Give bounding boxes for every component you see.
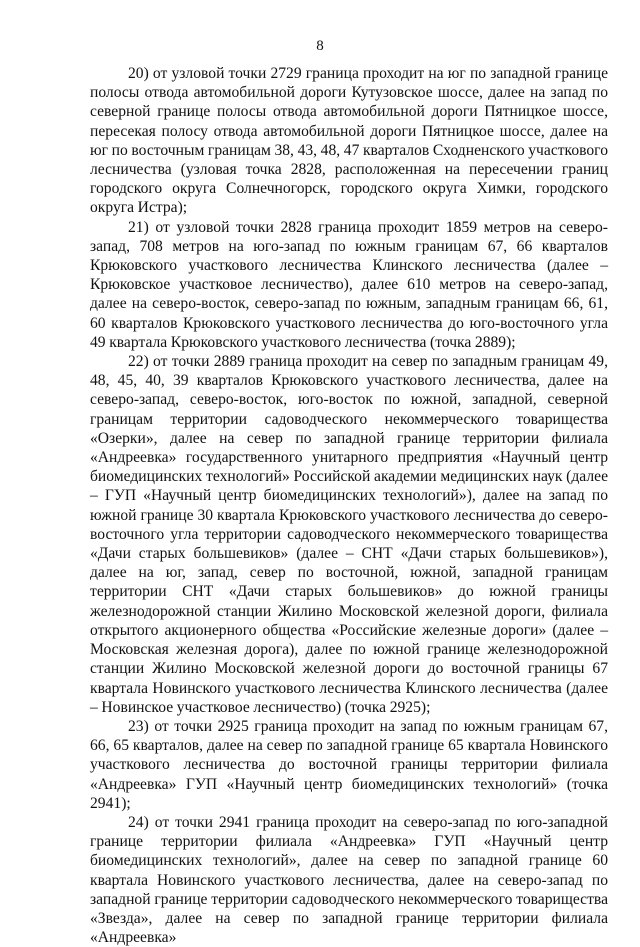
paragraph-20: 20) от узловой точки 2729 граница проходит на юг по западной границе полосы отвода автомобильной дороги Кутузовское шоссе, далее на запад по северной границе полосы отвода автомобильной дороги Пятницкое шоссе, пересекая полосу отвода автомобильной дороги Пятницкое шоссе, далее на юг по восточным границам 38, 43, 48, 47 кварталов Сходненского участкового лесничества (узловая точка 2828, расположенная на пересечении границ городского округа Солнечногорск, городского округа Химки, городского округа Истра);	[90, 65, 608, 217]
paragraph-23: 23) от точки 2925 граница проходит на запад по южным границам 67, 66, 65 кварталов, далее на север по западной границе 65 квартала Новинского участкового лесничества до восточной границы территории филиала «Андреевка» ГУП «Научный центр биомедицинских технологий» (точка 2941);	[90, 717, 608, 812]
paragraph-21: 21) от узловой точки 2828 граница проходит 1859 метров на северо-запад, 708 метров на юго-запад по южным границам 67, 66 кварталов Крюковского участкового лесничества Клинского лесничества (далее – Крюковское участковое лесничество), далее 610 метров на северо-запад, далее на северо-восток, северо-запад по южным, западным границам 66, 61, 60 кварталов Крюковского участкового лесничества до юго-восточного угла 49 квартала Крюковского участкового лесничества (точка 2889);	[90, 218, 608, 351]
page-number: 8	[316, 38, 324, 54]
paragraph-24: 24) от точки 2941 граница проходит на северо-запад по юго-западной границе территории филиала «Андреевка» ГУП «Научный центр биомедицинских технологий», далее на север по западной границе 60 квартала Новинского участкового лесничества, далее на северо-запад по западной границе территории садоводческого некоммерческого товарищества «Звезда», далее на север по западной границе территории филиала «Андреевка»	[90, 813, 608, 947]
paragraph-22: 22) от точки 2889 граница проходит на север по западным границам 49, 48, 45, 40, 39 кварталов Крюковского участкового лесничества, далее на северо-запад, северо-восток, юго-восток по южной, западной, северной границам территории садоводческого некоммерческого товарищества «Озерки», далее на север по западной границе территории филиала «Андреевка» государственного унитарного предприятия «Научный центр биомедицинских технологий» Российской академии медицинских наук (далее – ГУП «Научный центр биомедицинских технологий»), далее на запад по южной границе 30 квартала Крюковского участкового лесничества до северо-восточного угла территории садоводческого некоммерческого товарищества «Дачи старых большевиков» (далее – СНТ «Дачи старых большевиков»), далее на юг, запад, север по восточной, южной, западной границам территории СНТ «Дачи старых большевиков» до южной границы железнодорожной станции Жилино Московской железной дороги, филиала открытого акционерного общества «Российские железные дороги» (далее – Московская железная дорога), далее по южной границе железнодорожной станции Жилино Московской железной дороги до восточной границы 67 квартала Новинского участкового лесничества Клинского лесничества (далее – Новинское участковое лесничество) (точка 2925);	[90, 353, 608, 716]
document-body	[90, 64, 608, 947]
